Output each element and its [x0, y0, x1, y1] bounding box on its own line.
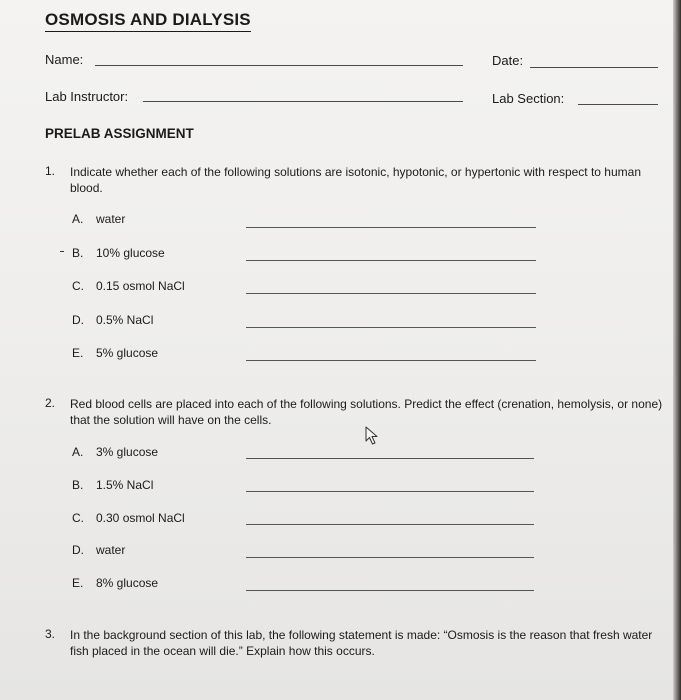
- name-label: Name:: [45, 52, 84, 67]
- q1-answer-b[interactable]: [246, 260, 536, 261]
- worksheet-title: OSMOSIS AND DIALYSIS: [45, 10, 251, 32]
- option-text: 1.5% NaCl: [96, 478, 154, 492]
- question-2-text: Red blood cells are placed into each of the following solutions. Predict the effect (crenation, hemolysis, or none) that the solution will have on the cells.: [70, 397, 663, 427]
- option-letter: B.: [72, 246, 84, 260]
- q2-option-a: [72, 445, 158, 460]
- page-edge-shadow: [673, 0, 681, 700]
- q1-option-e: [72, 346, 158, 361]
- option-text: 5% glucose: [96, 346, 159, 360]
- q1-option-c: [72, 279, 185, 294]
- date-field[interactable]: [530, 67, 658, 68]
- q1-answer-e[interactable]: [246, 360, 536, 361]
- q1-answer-c[interactable]: [246, 293, 536, 294]
- question-3-text: In the background section of this lab, the following statement is made: “Osmosis is the reason that fresh water fish placed in the ocean will die.” Explain how this occurs.: [70, 628, 653, 658]
- section-label: Lab Section:: [492, 91, 565, 106]
- option-text: 0.5% NaCl: [96, 313, 154, 327]
- option-letter: C.: [72, 279, 84, 293]
- q1-option-a: [72, 212, 125, 227]
- instructor-label: Lab Instructor:: [45, 89, 129, 104]
- option-letter: A.: [72, 445, 84, 459]
- q2-option-e: [72, 576, 158, 591]
- option-letter: A.: [72, 212, 84, 226]
- option-letter: D.: [72, 313, 84, 327]
- name-field[interactable]: [95, 65, 463, 66]
- mouse-cursor-icon: [365, 426, 381, 446]
- option-letter: B.: [72, 478, 84, 492]
- option-text: water: [96, 212, 126, 226]
- option-text: 3% glucose: [96, 445, 159, 459]
- q2-option-b: [72, 478, 153, 493]
- option-letter: D.: [72, 543, 84, 557]
- option-text: 0.15 osmol NaCl: [96, 279, 185, 293]
- q2-answer-d[interactable]: [246, 557, 534, 558]
- q1-option-d: [72, 313, 153, 328]
- question-1-text: Indicate whether each of the following solutions are isotonic, hypotonic, or hypertonic with respect to human blood.: [70, 165, 641, 195]
- option-text: 8% glucose: [96, 576, 159, 590]
- option-letter: C.: [72, 511, 84, 525]
- q1-answer-d[interactable]: [246, 327, 536, 328]
- instructor-field[interactable]: [143, 101, 463, 102]
- q1-answer-a[interactable]: [246, 227, 536, 228]
- question-1-number: 1.: [45, 164, 56, 178]
- section-field[interactable]: [578, 104, 658, 105]
- q2-option-d: [72, 543, 125, 558]
- option-letter: E.: [72, 346, 84, 360]
- q2-answer-b[interactable]: [246, 491, 534, 492]
- q2-answer-e[interactable]: [246, 590, 534, 591]
- pen-mark: [60, 251, 64, 252]
- q1-option-b: [72, 246, 165, 261]
- option-letter: E.: [72, 576, 84, 590]
- q2-answer-a[interactable]: [246, 458, 534, 459]
- q2-answer-c[interactable]: [246, 524, 534, 525]
- date-label: Date:: [492, 53, 524, 68]
- option-text: 0.30 osmol NaCl: [96, 511, 185, 525]
- q2-option-c: [72, 511, 185, 526]
- option-text: water: [96, 543, 126, 557]
- question-2-number: 2.: [45, 396, 56, 410]
- prelab-heading: PRELAB ASSIGNMENT: [45, 126, 194, 141]
- question-3-number: 3.: [45, 627, 56, 641]
- option-text: 10% glucose: [96, 246, 165, 260]
